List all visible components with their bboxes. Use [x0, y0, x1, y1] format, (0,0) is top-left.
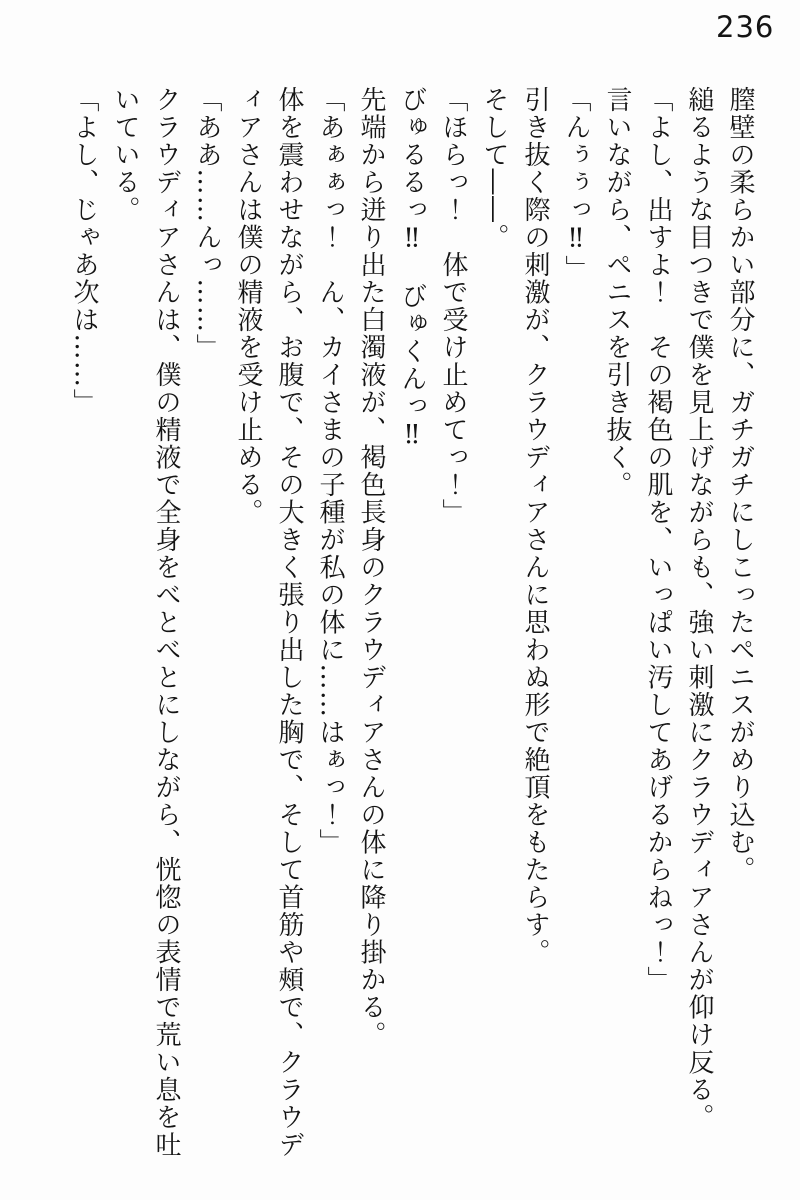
paragraph: 言いながら、ペニスを引き抜く。 — [602, 86, 632, 499]
paragraph: 「ああ……んっ……」 — [192, 86, 222, 361]
paragraph: 「よし、じゃあ次は……」 — [69, 86, 99, 416]
page-number: 236 — [716, 10, 775, 44]
paragraph: 「あぁぁっ！ ん、カイさまの子種が私の体に……はぁっ！」 — [315, 86, 345, 856]
paragraph: びゅるるっ‼ びゅくんっ‼ — [397, 86, 427, 452]
paragraph: クラウディアさんは、僕の精液で全身をべとべとにしながら、恍惚の表情で荒い息を吐いている。 — [110, 86, 181, 1159]
paragraph: 先端から迸り出た白濁液が、褐色長身のクラウディアさんの体に降り掛かる。 — [356, 86, 386, 1049]
paragraph: そして――。 — [479, 86, 509, 251]
paragraph: 「よし、出すよ！ その褐色の肌を、いっぱい汚してあげるからねっ！」 — [643, 86, 673, 994]
body-text — [63, 86, 760, 1166]
paragraph: 「んぅぅっ‼」 — [561, 86, 591, 283]
paragraph: 膣壁の柔らかい部分に、ガチガチにしこったペニスがめり込む。 — [725, 86, 755, 884]
paragraph: 体を震わせながら、お腹で、その大きく張り出した胸で、そして首筋や頰で、クラウディアさんは僕の精液を受け止める。 — [233, 86, 304, 1159]
paragraph: 縋るような目つきで僕を見上げながらも、強い刺激にクラウディアさんが仰け反る。 — [684, 86, 714, 1131]
paragraph: 「ほらっ！ 体で受け止めてっ！」 — [438, 86, 468, 526]
paragraph: 引き抜く際の刺激が、クラウディアさんに思わぬ形で絶頂をもたらす。 — [520, 86, 550, 966]
